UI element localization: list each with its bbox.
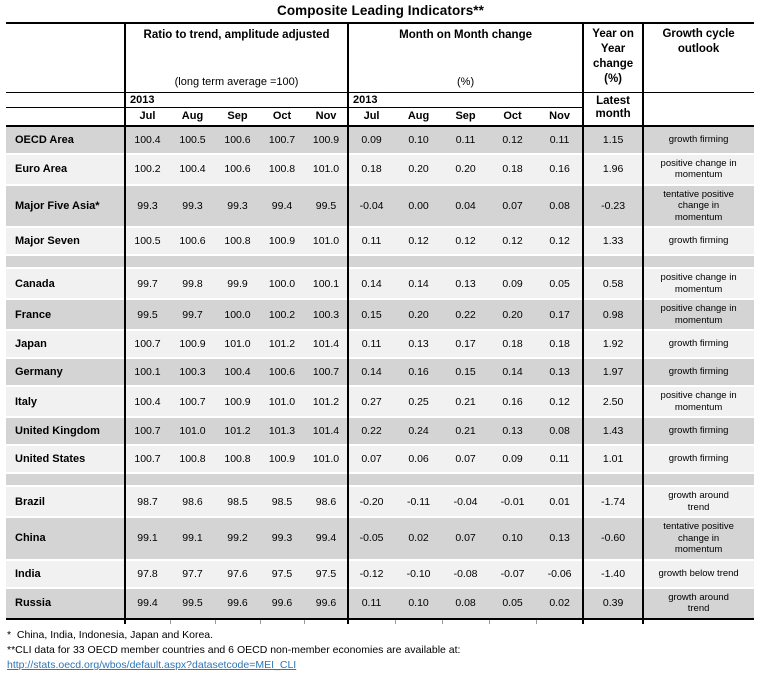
latest-month-label: Latest month	[583, 93, 643, 126]
mom-value: 0.15	[442, 358, 489, 386]
mom-value: -0.04	[348, 185, 395, 228]
ratio-value: 97.7	[170, 560, 215, 588]
ratio-value: 99.4	[125, 588, 170, 619]
ratio-value: 100.9	[215, 386, 260, 417]
ratio-value: 100.6	[170, 227, 215, 255]
ratio-value: 98.5	[260, 486, 304, 517]
ratio-value: 100.3	[304, 299, 348, 330]
mom-value: 0.05	[536, 268, 583, 299]
yoy-value: 1.43	[583, 417, 643, 445]
mom-value: -0.08	[442, 560, 489, 588]
yoy-value: 1.97	[583, 358, 643, 386]
outlook-value: growth firming	[643, 330, 754, 358]
ratio-value: 100.8	[215, 445, 260, 473]
ratio-value: 101.4	[304, 417, 348, 445]
mom-value: 0.14	[348, 268, 395, 299]
row-label: Major Seven	[6, 227, 125, 255]
ratio-value: 101.0	[304, 445, 348, 473]
ratio-value: 99.6	[215, 588, 260, 619]
yoy-value: 1.33	[583, 227, 643, 255]
outlook-value: growth firming	[643, 126, 754, 154]
row-label: Brazil	[6, 486, 125, 517]
corner-cell	[6, 23, 125, 93]
outlook-header: Growth cycle outlook	[643, 23, 754, 93]
ratio-value: 100.4	[170, 154, 215, 185]
mom-value: 0.27	[348, 386, 395, 417]
mom-value: 0.12	[536, 386, 583, 417]
ratio-value: 98.6	[170, 486, 215, 517]
yoy-value: -1.74	[583, 486, 643, 517]
column-divider	[642, 22, 644, 624]
ratio-value: 100.9	[170, 330, 215, 358]
mom-value: 0.07	[442, 517, 489, 560]
outlook-value: positive change in momentum	[643, 268, 754, 299]
column-divider	[347, 22, 349, 624]
ratio-value: 97.6	[215, 560, 260, 588]
mom-value: 0.13	[536, 517, 583, 560]
yoy-value: -0.60	[583, 517, 643, 560]
mom-value: 0.20	[489, 299, 536, 330]
mom-value: 0.17	[536, 299, 583, 330]
yoy-value: 1.92	[583, 330, 643, 358]
mom-value: 0.12	[489, 126, 536, 154]
ratio-value: 101.0	[304, 154, 348, 185]
yoy-value: 0.39	[583, 588, 643, 619]
mom-value: 0.12	[442, 227, 489, 255]
ratio-value: 99.6	[260, 588, 304, 619]
mom-value: 0.12	[395, 227, 442, 255]
ratio-value: 100.4	[125, 386, 170, 417]
mom-value: 0.09	[348, 126, 395, 154]
ratio-value: 99.9	[215, 268, 260, 299]
outlook-value: growth firming	[643, 417, 754, 445]
ratio-value: 99.4	[304, 517, 348, 560]
outlook-value: growth below trend	[643, 560, 754, 588]
month-col-header: Jul	[125, 108, 170, 126]
outlook-value: positive change in momentum	[643, 154, 754, 185]
ratio-value: 100.8	[170, 445, 215, 473]
yoy-value: -0.23	[583, 185, 643, 228]
ratio-value: 100.6	[260, 358, 304, 386]
month-col-header: Jul	[348, 108, 395, 126]
ratio-value: 97.8	[125, 560, 170, 588]
ratio-value: 100.6	[215, 126, 260, 154]
outlook-value: positive change in momentum	[643, 386, 754, 417]
outlook-value: tentative positive change in momentum	[643, 517, 754, 560]
mom-value: 0.12	[536, 227, 583, 255]
outlook-value: tentative positive change in momentum	[643, 185, 754, 228]
ratio-value: 101.2	[215, 417, 260, 445]
mom-value: 0.10	[489, 517, 536, 560]
mom-value: 0.13	[395, 330, 442, 358]
month-col-header: Sep	[215, 108, 260, 126]
mom-value: 0.13	[489, 417, 536, 445]
mom-value: 0.14	[489, 358, 536, 386]
ratio-value: 99.3	[125, 185, 170, 228]
ratio-value: 98.6	[304, 486, 348, 517]
row-label: France	[6, 299, 125, 330]
mom-value: -0.20	[348, 486, 395, 517]
mom-value: 0.14	[395, 268, 442, 299]
mom-value: 0.12	[489, 227, 536, 255]
ratio-value: 101.0	[260, 386, 304, 417]
ratio-group-subtitle: (long term average =100)	[174, 76, 299, 88]
ratio-value: 100.7	[304, 358, 348, 386]
ratio-value: 99.5	[125, 299, 170, 330]
mom-value: -0.10	[395, 560, 442, 588]
month-col-header: Nov	[304, 108, 348, 126]
ratio-value: 99.1	[170, 517, 215, 560]
mom-value: 0.08	[442, 588, 489, 619]
ratio-value: 98.7	[125, 486, 170, 517]
ratio-value: 98.5	[215, 486, 260, 517]
ratio-value: 100.2	[125, 154, 170, 185]
row-label: Major Five Asia*	[6, 185, 125, 228]
ratio-value: 101.3	[260, 417, 304, 445]
ratio-value: 100.3	[170, 358, 215, 386]
row-label: United Kingdom	[6, 417, 125, 445]
outlook-value: positive change in momentum	[643, 299, 754, 330]
outlook-value: growth firming	[643, 358, 754, 386]
mom-value: 0.20	[442, 154, 489, 185]
ratio-value: 99.3	[215, 185, 260, 228]
mom-value: -0.01	[489, 486, 536, 517]
ratio-value: 100.2	[260, 299, 304, 330]
corner-cell	[6, 93, 125, 108]
mom-group-title: Month on Month change	[399, 29, 532, 41]
mom-value: 0.09	[489, 445, 536, 473]
mom-value: 0.20	[395, 299, 442, 330]
mom-value: 0.18	[489, 330, 536, 358]
ratio-group-header	[125, 23, 348, 93]
mom-value: -0.12	[348, 560, 395, 588]
ratio-value: 99.3	[260, 517, 304, 560]
ratio-value: 101.0	[170, 417, 215, 445]
row-label: India	[6, 560, 125, 588]
row-label: Germany	[6, 358, 125, 386]
month-col-header: Oct	[489, 108, 536, 126]
outlook-value: growth firming	[643, 445, 754, 473]
mom-group-header	[348, 23, 583, 93]
mom-value: 0.16	[395, 358, 442, 386]
mom-value: 0.22	[348, 417, 395, 445]
ratio-value: 100.7	[260, 126, 304, 154]
mom-value: -0.11	[395, 486, 442, 517]
yoy-value: 1.01	[583, 445, 643, 473]
page-title: Composite Leading Indicators**	[276, 3, 485, 18]
row-label: OECD Area	[6, 126, 125, 154]
mom-value: -0.07	[489, 560, 536, 588]
outlook-value: growth firming	[643, 227, 754, 255]
outlook-value: growth around trend	[643, 486, 754, 517]
mom-value: 0.08	[536, 417, 583, 445]
ratio-value: 100.9	[260, 227, 304, 255]
ratio-value: 99.7	[125, 268, 170, 299]
month-col-header: Aug	[170, 108, 215, 126]
row-label: Russia	[6, 588, 125, 619]
mom-value: 0.11	[348, 330, 395, 358]
mom-value: 0.08	[536, 185, 583, 228]
ratio-value: 99.5	[170, 588, 215, 619]
mom-value: 0.10	[395, 588, 442, 619]
yoy-value: 0.58	[583, 268, 643, 299]
mom-value: 0.10	[395, 126, 442, 154]
ratio-value: 97.5	[260, 560, 304, 588]
ratio-value: 100.8	[260, 154, 304, 185]
mom-value: 0.25	[395, 386, 442, 417]
ratio-value: 99.4	[260, 185, 304, 228]
yoy-value: 1.96	[583, 154, 643, 185]
mom-value: 0.11	[536, 126, 583, 154]
month-col-header: Sep	[442, 108, 489, 126]
row-label: Japan	[6, 330, 125, 358]
row-label: United States	[6, 445, 125, 473]
footnote-asia: * China, India, Indonesia, Japan and Korea.	[7, 628, 214, 641]
column-divider	[124, 22, 126, 624]
mom-value: 0.21	[442, 417, 489, 445]
mom-value: 0.11	[442, 126, 489, 154]
mom-value: 0.07	[348, 445, 395, 473]
ratio-value: 100.7	[125, 417, 170, 445]
mom-value: -0.04	[442, 486, 489, 517]
mom-value: 0.11	[348, 588, 395, 619]
ratio-value: 101.4	[304, 330, 348, 358]
ratio-value: 100.0	[260, 268, 304, 299]
mom-value: 0.02	[395, 517, 442, 560]
ratio-group-title: Ratio to trend, amplitude adjusted	[143, 29, 330, 41]
ratio-value: 100.5	[125, 227, 170, 255]
month-col-header: Aug	[395, 108, 442, 126]
ratio-value: 100.1	[125, 358, 170, 386]
ratio-value: 100.9	[304, 126, 348, 154]
ratio-value: 99.5	[304, 185, 348, 228]
footnotes	[7, 628, 761, 673]
row-label: Canada	[6, 268, 125, 299]
footnote-cli: **CLI data for 33 OECD member countries and 6 OECD non-member economies are available at:	[7, 643, 461, 656]
row-label: Italy	[6, 386, 125, 417]
mom-value: 0.11	[536, 445, 583, 473]
outlook-value: growth around trend	[643, 588, 754, 619]
mom-value: 0.18	[489, 154, 536, 185]
mom-value: 0.07	[489, 185, 536, 228]
ratio-value: 101.0	[304, 227, 348, 255]
ratio-value: 100.4	[125, 126, 170, 154]
mom-value: 0.17	[442, 330, 489, 358]
ratio-value: 100.6	[215, 154, 260, 185]
mom-value: 0.21	[442, 386, 489, 417]
ratio-value: 100.7	[125, 445, 170, 473]
ratio-value: 99.1	[125, 517, 170, 560]
mom-value: 0.22	[442, 299, 489, 330]
yoy-header: Year on Year change (%)	[583, 23, 643, 93]
ratio-value: 100.9	[260, 445, 304, 473]
yoy-value: 0.98	[583, 299, 643, 330]
mom-value: 0.16	[489, 386, 536, 417]
mom-value: 0.05	[489, 588, 536, 619]
column-divider	[582, 22, 584, 624]
ratio-value: 100.8	[215, 227, 260, 255]
mom-value: 0.13	[442, 268, 489, 299]
corner-cell	[6, 108, 125, 126]
row-label: Euro Area	[6, 154, 125, 185]
yoy-value: 1.15	[583, 126, 643, 154]
mom-value: 0.02	[536, 588, 583, 619]
mom-value: 0.01	[536, 486, 583, 517]
ratio-value: 100.7	[170, 386, 215, 417]
mom-value: 0.07	[442, 445, 489, 473]
mom-value: 0.20	[395, 154, 442, 185]
yoy-value: 2.50	[583, 386, 643, 417]
ratio-value: 97.5	[304, 560, 348, 588]
ratio-value: 101.0	[215, 330, 260, 358]
mom-value: 0.14	[348, 358, 395, 386]
ratio-value: 100.1	[304, 268, 348, 299]
mom-value: 0.06	[395, 445, 442, 473]
mom-value: 0.00	[395, 185, 442, 228]
mom-value: 0.16	[536, 154, 583, 185]
ratio-value: 99.3	[170, 185, 215, 228]
ratio-value: 100.4	[215, 358, 260, 386]
mom-value: 0.13	[536, 358, 583, 386]
row-label: China	[6, 517, 125, 560]
outlook-header-spacer	[643, 93, 754, 126]
cli-table-wrap	[6, 22, 754, 624]
ratio-value: 100.7	[125, 330, 170, 358]
ratio-year-label: 2013	[125, 93, 348, 108]
ratio-value: 99.7	[170, 299, 215, 330]
ratio-value: 99.2	[215, 517, 260, 560]
mom-year-label: 2013	[348, 93, 583, 108]
mom-value: 0.15	[348, 299, 395, 330]
mom-value: 0.04	[442, 185, 489, 228]
ratio-value: 99.6	[304, 588, 348, 619]
ratio-value: 101.2	[304, 386, 348, 417]
month-col-header: Nov	[536, 108, 583, 126]
mom-value: 0.18	[536, 330, 583, 358]
ratio-value: 100.5	[170, 126, 215, 154]
mom-value: 0.09	[489, 268, 536, 299]
mom-value: -0.05	[348, 517, 395, 560]
ratio-value: 101.2	[260, 330, 304, 358]
month-col-header: Oct	[260, 108, 304, 126]
ratio-value: 99.8	[170, 268, 215, 299]
ratio-value: 100.0	[215, 299, 260, 330]
mom-value: 0.18	[348, 154, 395, 185]
mom-group-subtitle: (%)	[457, 76, 475, 88]
mom-value: 0.24	[395, 417, 442, 445]
yoy-value: -1.40	[583, 560, 643, 588]
mom-value: 0.11	[348, 227, 395, 255]
source-link[interactable]: http://stats.oecd.org/wbos/default.aspx?datasetcode=MEI_CLI	[7, 659, 297, 672]
mom-value: -0.06	[536, 560, 583, 588]
